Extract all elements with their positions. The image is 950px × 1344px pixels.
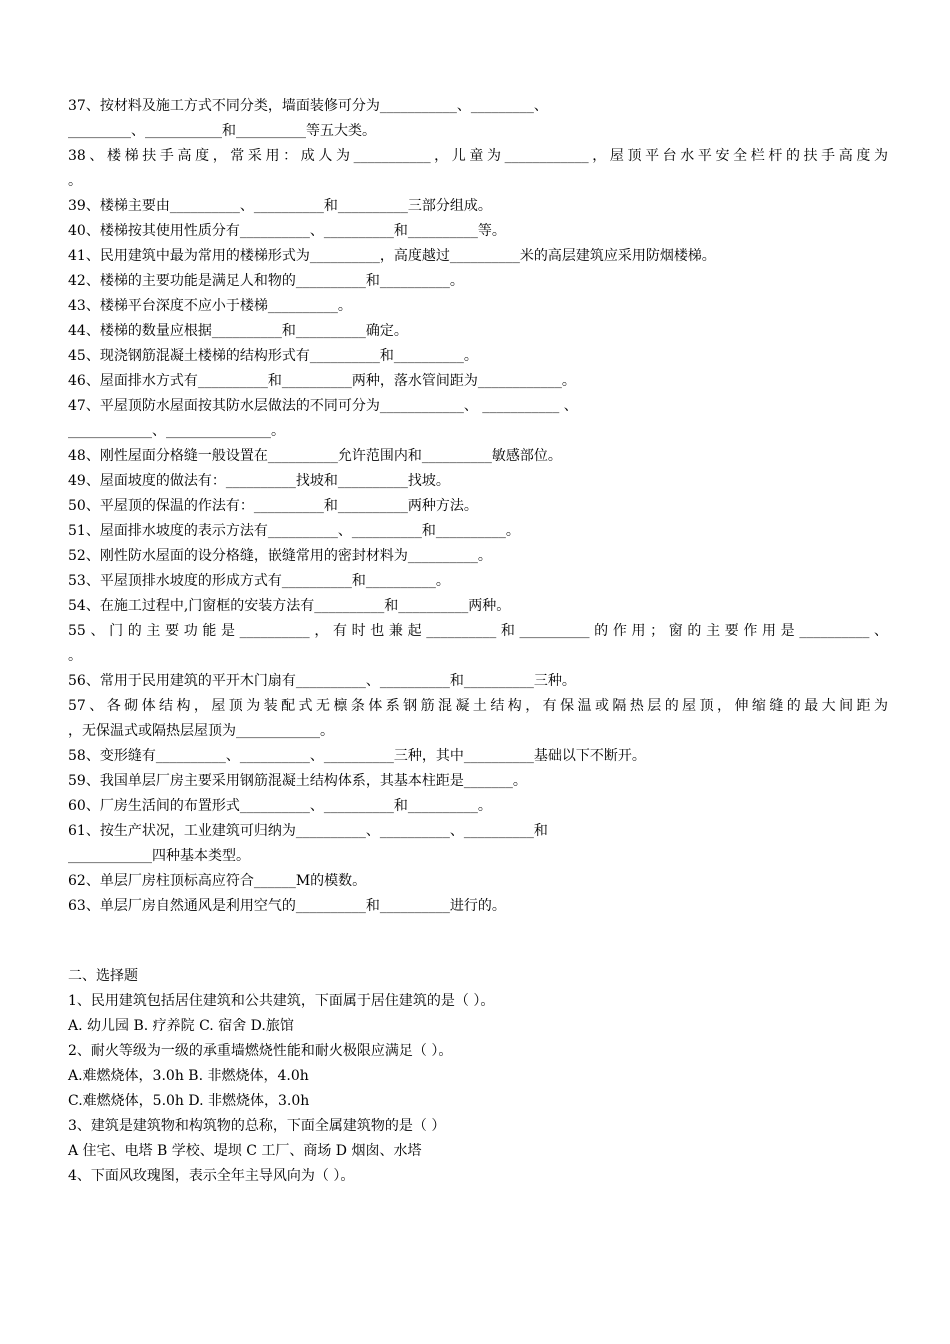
fill-question-line: 57、各砌体结构，屋顶为装配式无檩条体系钢筋混凝土结构，有保温或隔热层的屋顶，伸缩缝的最大间距为 [68,698,888,714]
fill-question-line: 53、平屋顶排水坡度的形成方式有__________和__________。 [68,573,450,589]
fill-question-line: 41、民用建筑中最为常用的楼梯形式为__________，高度越过__________米的高层建筑应采用防烟楼梯。 [68,248,716,264]
fill-question-line: 。 [68,648,82,664]
fill-question-line: 47、平屋顶防水屋面按其防水层做法的不同可分为____________、 ___________ 、 [68,398,578,414]
section-gap [68,919,888,964]
document-page [68,94,888,1189]
fill-question-line: 43、楼梯平台深度不应小于楼梯__________。 [68,298,352,314]
fill-question-line: 40、楼梯按其使用性质分有__________、__________和__________等。 [68,223,506,239]
fill-question-line: 38、楼梯扶手高度，常采用：成人为___________，儿童为____________，屋顶平台水平安全栏杆的扶手高度为 [68,148,888,164]
fill-question-line: _________、___________和__________等五大类。 [68,123,376,139]
fill-question-line: ____________、_______________。 [68,423,285,439]
fill-question-line: ____________四种基本类型。 [68,848,250,864]
fill-question-line: 54、在施工过程中,门窗框的安装方法有__________和__________两种。 [68,598,511,614]
fill-question-line: 56、常用于民用建筑的平开木门扇有__________、__________和__________三种。 [68,673,576,689]
fill-question-line: 61、按生产状况，工业建筑可归纳为__________、__________、__________和 [68,823,548,839]
fill-question-line: 55、门的主要功能是__________，有时也兼起__________和__________的作用；窗的主要作用是__________、 [68,623,888,639]
fill-question-line: 60、厂房生活间的布置形式__________、__________和__________。 [68,798,492,814]
fill-question-line: 63、单层厂房自然通风是利用空气的__________和__________进行的。 [68,898,506,914]
fill-question-line: 48、刚性屋面分格缝一般设置在__________允许范围内和__________敏感部位。 [68,448,562,464]
fill-in-blank-section [68,94,888,919]
fill-question-line: 44、楼梯的数量应根据__________和__________确定。 [68,323,408,339]
choice-question-line: C.难燃烧体，5.0h D. 非燃烧体，3.0h [68,1093,310,1109]
fill-question-line: 62、单层厂房柱顶标高应符合______M的模数。 [68,873,367,889]
fill-question-line: ，无保温式或隔热层屋顶为____________。 [68,723,334,739]
fill-question-line: 51、屋面排水坡度的表示方法有__________、__________和__________。 [68,523,520,539]
choice-question-line: A 住宅、电塔 B 学校、堤坝 C 工厂、商场 D 烟囱、水塔 [68,1143,422,1159]
choice-question-line: 1、民用建筑包括居住建筑和公共建筑，下面属于居住建筑的是（ ）。 [68,993,495,1009]
fill-question-line: 49、屋面坡度的做法有：__________找坡和__________找坡。 [68,473,450,489]
fill-question-line: 59、我国单层厂房主要采用钢筋混凝土结构体系，其基本柱距是_______。 [68,773,527,789]
choice-question-line: 二、选择题 [68,968,138,984]
choice-question-line: A. 幼儿园 B. 疗养院 C. 宿舍 D.旅馆 [68,1018,294,1034]
fill-question-line: 50、平屋顶的保温的作法有：__________和__________两种方法。 [68,498,478,514]
fill-question-line: 58、变形缝有__________、__________、__________三种，其中__________基础以下不断开。 [68,748,646,764]
choice-question-line: 3、建筑是建筑物和构筑物的总称，下面全属建筑物的是（ ） [68,1118,446,1134]
fill-question-line: 52、刚性防水屋面的设分格缝，嵌缝常用的密封材料为__________。 [68,548,492,564]
fill-question-line: 37、按材料及施工方式不同分类，墙面装修可分为___________、_________、 [68,98,548,114]
fill-question-line: 42、楼梯的主要功能是满足人和物的__________和__________。 [68,273,464,289]
choice-question-line: A.难燃烧体，3.0h B. 非燃烧体，4.0h [68,1068,309,1084]
choice-question-line: 4、下面风玫瑰图，表示全年主导风向为（ ）。 [68,1168,355,1184]
fill-question-line: 。 [68,173,82,189]
fill-question-line: 39、楼梯主要由__________、__________和__________三部分组成。 [68,198,492,214]
choice-question-line: 2、耐火等级为一级的承重墙燃烧性能和耐火极限应满足（ ）。 [68,1043,453,1059]
multiple-choice-section [68,964,888,1189]
fill-question-line: 45、现浇钢筋混凝土楼梯的结构形式有__________和__________。 [68,348,478,364]
fill-question-line: 46、屋面排水方式有__________和__________两种，落水管间距为____________。 [68,373,576,389]
